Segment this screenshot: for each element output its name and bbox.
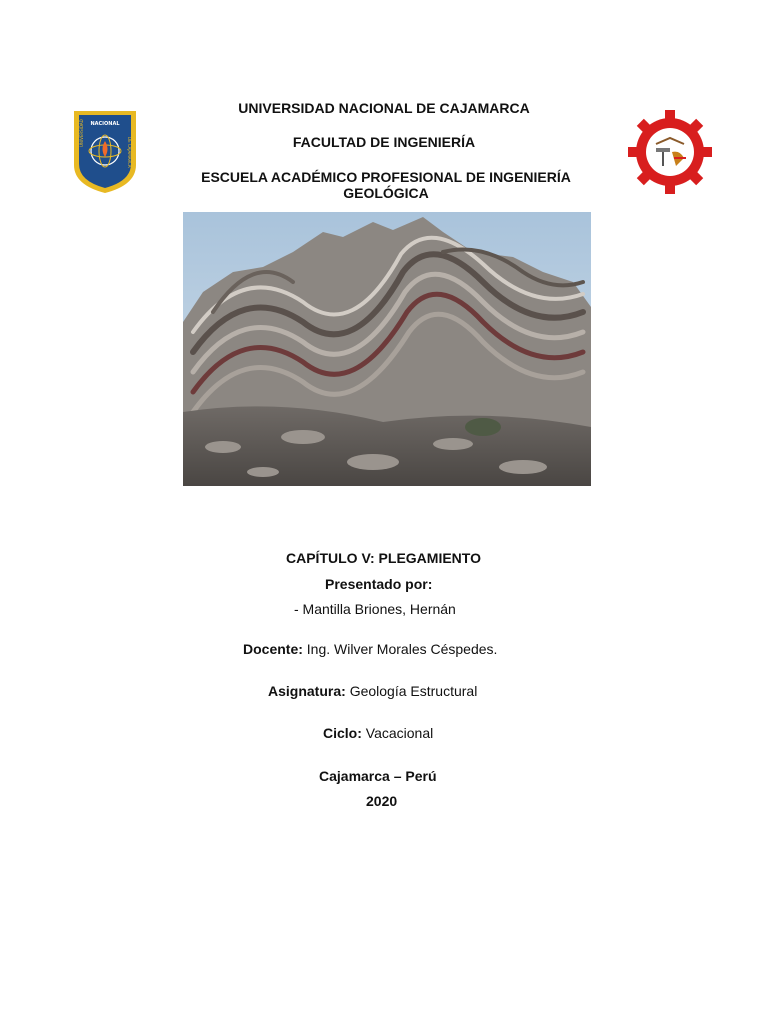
- faculty-gear-logo: [626, 108, 714, 196]
- cycle-line: [323, 725, 433, 741]
- chapter-title: CAPÍTULO V: PLEGAMIENTO: [286, 550, 481, 566]
- teacher-line: [243, 641, 497, 657]
- university-title: UNIVERSIDAD NACIONAL DE CAJAMARCA: [238, 100, 530, 116]
- cycle-label: Ciclo:: [323, 725, 362, 741]
- teacher-value: Ing. Wilver Morales Céspedes.: [306, 641, 498, 657]
- svg-text:UNIVERSIDAD: UNIVERSIDAD: [79, 119, 84, 147]
- university-crest-logo: [70, 107, 140, 195]
- faculty-title: FACULTAD DE INGENIERÍA: [292, 134, 476, 150]
- teacher-label: Docente:: [243, 641, 303, 657]
- cycle-value: Vacacional: [365, 725, 434, 741]
- svg-text:NACIONAL: NACIONAL: [90, 121, 120, 127]
- subject-value: Geología Estructural: [349, 683, 478, 699]
- year: 2020: [366, 793, 398, 809]
- subject-label: Asignatura:: [268, 683, 346, 699]
- svg-text:DE CAJAMARCA: DE CAJAMARCA: [127, 137, 132, 168]
- city-country: Cajamarca – Perú: [319, 768, 437, 784]
- school-title: ESCUELA ACADÉMICO PROFESIONAL DE INGENIERÍA GEOLÓGICA: [201, 169, 571, 201]
- presented-by-label: Presentado por:: [325, 576, 433, 592]
- subject-line: [268, 683, 477, 699]
- author-name: - Mantilla Briones, Hernán: [294, 601, 456, 617]
- folded-rock-strata-photo: [183, 212, 591, 486]
